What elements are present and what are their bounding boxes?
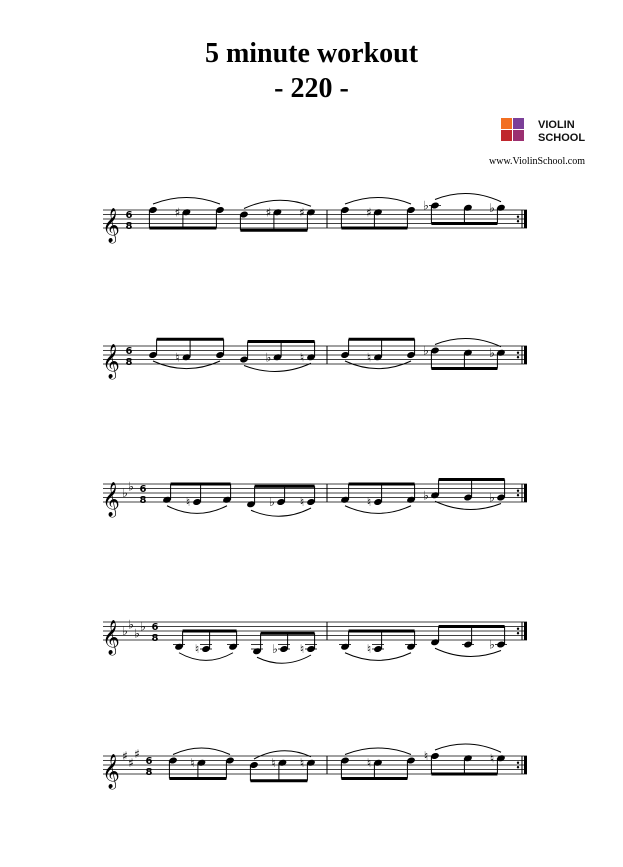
slur [153,361,220,369]
slur [345,506,411,514]
key-flat-icon: ♭ [122,624,128,638]
key-sharp-icon: ♯ [134,746,140,761]
natural-icon: ♮ [271,755,276,770]
time-signature-top: 6 [145,756,153,767]
flat-icon: ♭ [489,200,495,215]
sharp-icon: ♯ [366,205,372,220]
flat-icon: ♭ [265,350,272,365]
logo-text-violin: VIOLIN [538,119,575,131]
page-title: 5 minute workout [204,38,419,69]
time-signature-bottom: 8 [151,633,159,644]
slur [345,198,411,205]
key-sharp-icon: ♯ [122,749,128,763]
treble-clef-icon: 𝄞 [102,344,120,379]
page-subtitle: - 220 - [274,73,349,104]
flat-icon: ♭ [423,488,429,503]
repeat-dot [517,766,519,768]
flat-icon: ♭ [423,343,429,358]
natural-icon: ♮ [299,755,305,770]
sharp-icon: ♯ [299,205,305,220]
key-flat-icon: ♭ [128,617,134,632]
repeat-dot [517,216,519,218]
flat-icon: ♭ [489,637,495,652]
repeat-dot [517,494,519,496]
time-signature-top: 6 [125,210,133,221]
final-barline-thick [524,210,527,228]
natural-icon: ♮ [366,350,372,365]
natural-icon: ♮ [185,495,191,509]
final-barline-thick [524,484,527,502]
treble-clef-icon: 𝄞 [102,482,120,517]
slur [179,653,233,661]
flat-icon: ♭ [269,495,275,509]
key-flat-icon: ♭ [128,479,134,494]
repeat-dot [517,490,519,492]
sharp-icon: ♯ [174,205,181,220]
natural-icon: ♮ [299,350,305,365]
natural-icon: ♮ [366,495,372,509]
final-barline-thick [524,756,527,774]
key-sharp-icon: ♯ [128,755,134,770]
natural-icon: ♮ [299,642,305,656]
slur [173,748,230,755]
natural-icon: ♮ [175,350,180,365]
treble-clef-icon: 𝄞 [102,754,120,789]
slur [345,361,411,369]
slur [244,363,311,371]
slur [345,653,411,661]
repeat-dot [517,762,519,764]
time-signature-bottom: 8 [139,495,147,506]
logo-text-school: SCHOOL [538,132,586,144]
treble-clef-icon: 𝄞 [102,208,120,243]
key-flat-icon: ♭ [134,626,140,641]
flat-icon: ♭ [423,198,429,213]
repeat-dot [517,628,519,630]
natural-icon: ♮ [190,755,195,770]
repeat-dot [517,632,519,634]
final-barline-thick [524,346,527,364]
time-signature-top: 6 [125,346,133,357]
website-link[interactable]: www.ViolinSchool.com [489,156,585,167]
final-barline-thick [524,622,527,640]
repeat-dot [517,352,519,354]
natural-icon: ♮ [489,751,495,766]
time-signature-top: 6 [151,622,159,633]
time-signature-bottom: 8 [145,767,153,778]
natural-icon: ♮ [194,642,200,656]
slur [153,198,220,205]
sharp-icon: ♯ [265,205,272,220]
natural-icon: ♮ [366,642,372,656]
repeat-dot [517,220,519,222]
repeat-dot [517,356,519,358]
time-signature-bottom: 8 [125,221,133,232]
natural-icon: ♮ [299,495,305,509]
time-signature-top: 6 [139,484,147,495]
natural-icon: ♮ [366,755,372,770]
natural-icon: ♮ [423,749,429,763]
slur [251,508,311,516]
key-flat-icon: ♭ [140,619,146,634]
slur [345,748,411,755]
slur [257,655,311,663]
time-signature-bottom: 8 [125,357,133,368]
flat-icon: ♭ [489,490,495,505]
flat-icon: ♭ [272,642,278,656]
slur [167,506,227,514]
flat-icon: ♭ [489,345,495,360]
treble-clef-icon: 𝄞 [102,620,120,655]
key-flat-icon: ♭ [122,486,128,500]
